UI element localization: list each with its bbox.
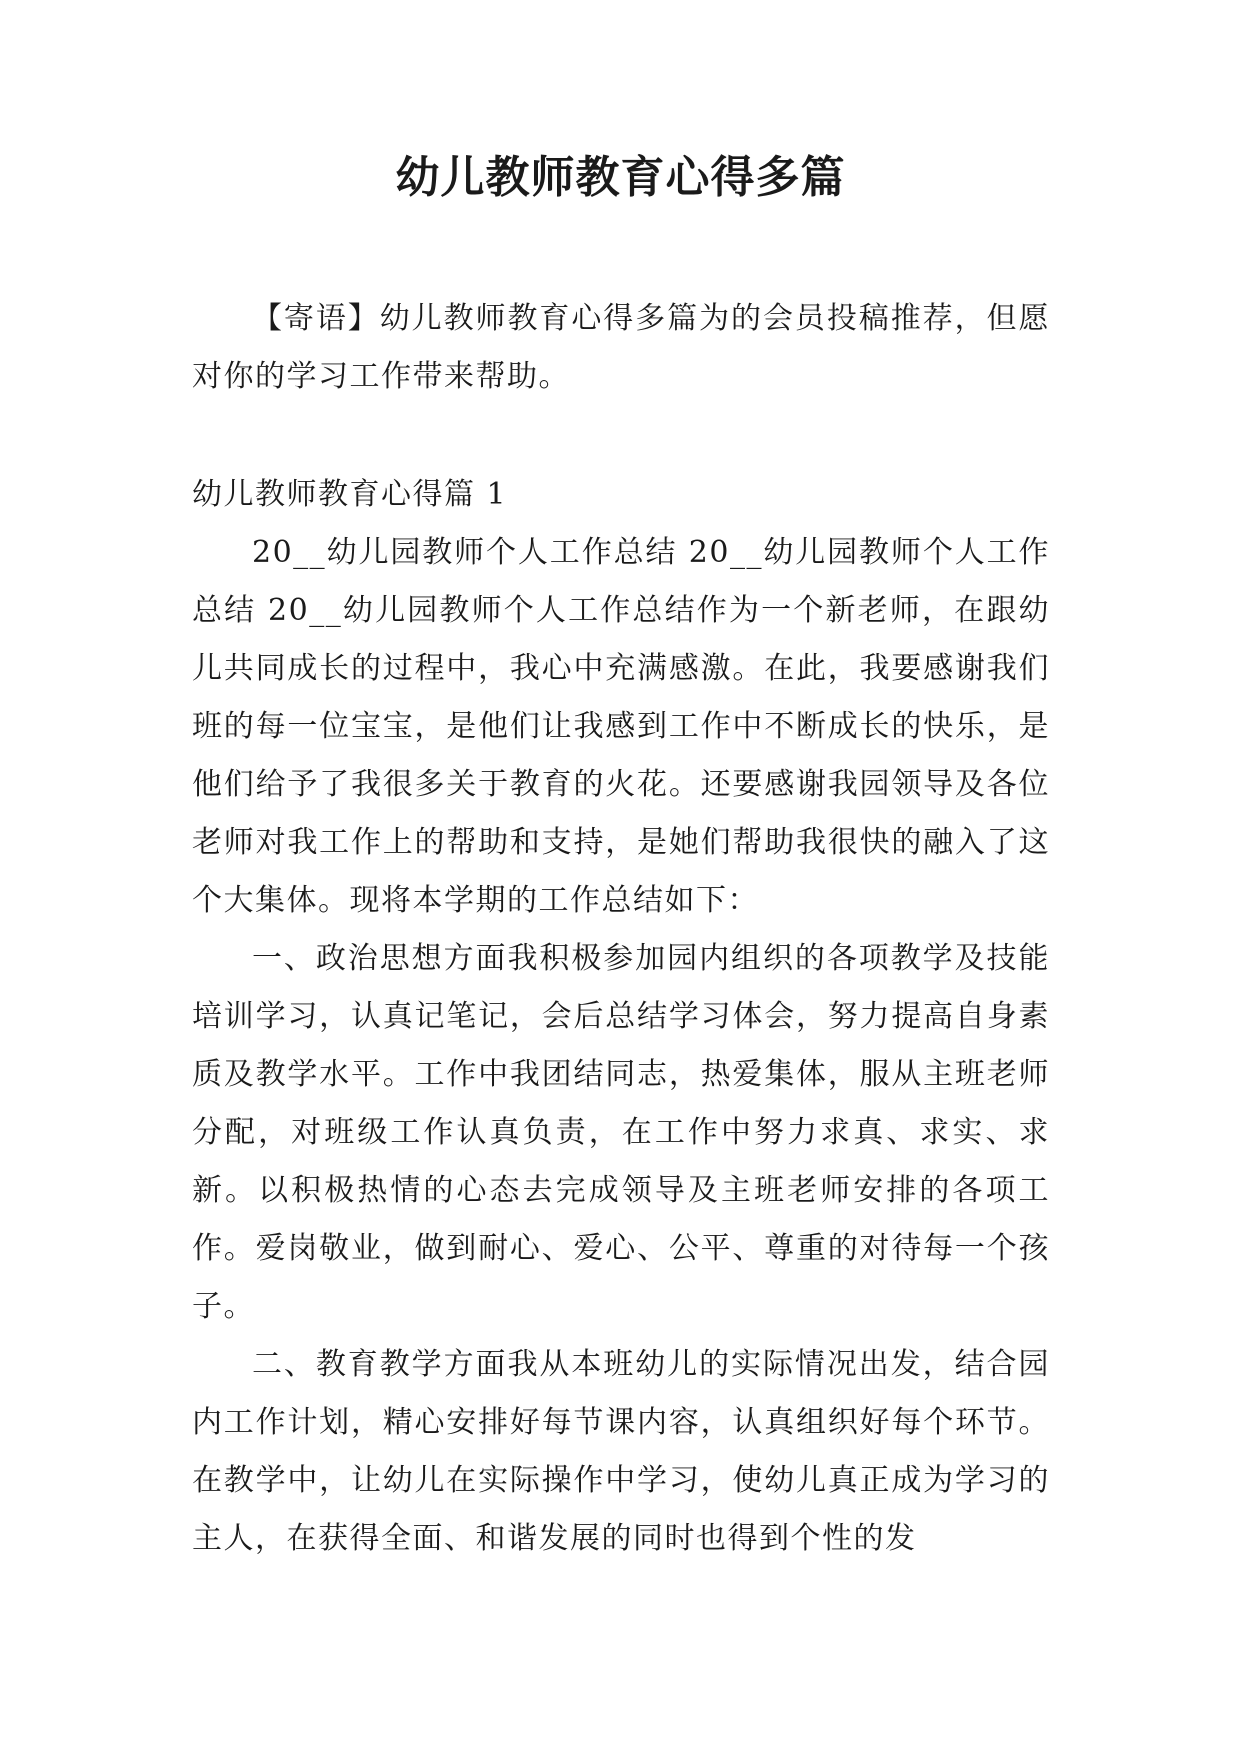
body-paragraph: 一、政治思想方面我积极参加园内组织的各项教学及技能培训学习，认真记笔记，会后总结学习体会，努力提高自身素质及教学水平。工作中我团结同志，热爱集体，服从主班老师分配，对班级工作认真负责，在工作中努力求真、求实、求新。以积极热情的心态去完成领导及主班老师安排的各项工作。爱岗敬业，做到耐心、爱心、公平、尊重的对待每一个孩子。 <box>192 941 1050 1324</box>
document-title: 幼儿教师教育心得多篇 <box>395 152 846 203</box>
section-heading: 幼儿教师教育心得篇 1 <box>192 477 508 512</box>
body-paragraph: 二、教育教学方面我从本班幼儿的实际情况出发，结合园内工作计划，精心安排好每节课内容，认真组织好每个环节。在教学中，让幼儿在实际操作中学习，使幼儿真正成为学习的主人，在获得全面、和谐发展的同时也得到个性的发 <box>192 1347 1050 1556</box>
body-paragraph: 20__幼儿园教师个人工作总结 20__幼儿园教师个人工作总结 20__幼儿园教师个人工作总结作为一个新老师，在跟幼儿共同成长的过程中，我心中充满感激。在此，我要感谢我们班的每一位宝宝，是他们让我感到工作中不断成长的快乐，是他们给予了我很多关于教育的火花。还要感谢我园领导及各位老师对我工作上的帮助和支持，是她们帮助我很快的融入了这个大集体。现将本学期的工作总结如下： <box>192 535 1050 918</box>
intro-paragraph: 【寄语】幼儿教师教育心得多篇为的会员投稿推荐，但愿对你的学习工作带来帮助。 <box>192 301 1050 394</box>
document-body <box>192 290 1050 1568</box>
